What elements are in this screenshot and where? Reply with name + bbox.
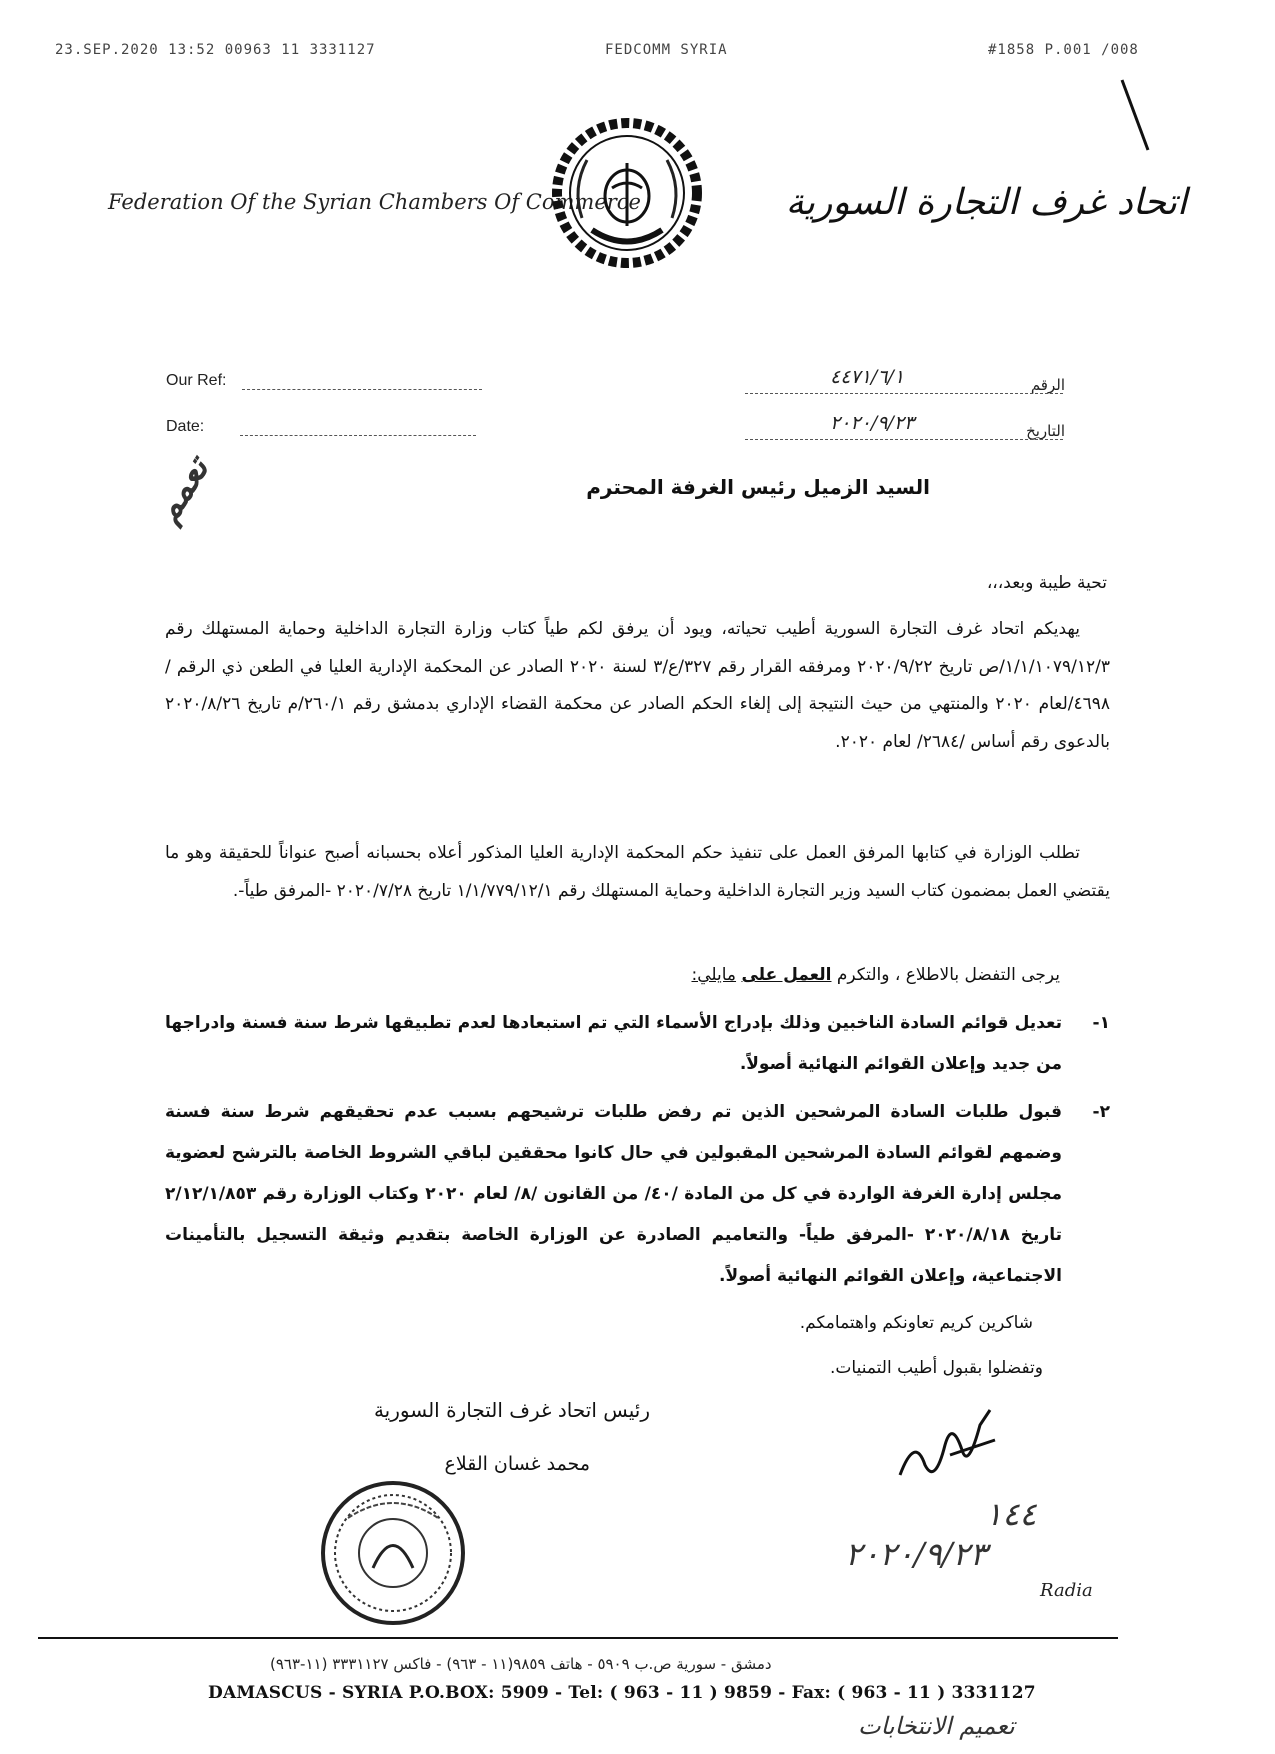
our-ref-label: Our Ref: [166,372,227,389]
handwritten-date: ٢٠٢٠/٩/٢٣ [845,1535,987,1573]
date-label-ar: التاريخ [1026,422,1065,440]
request-prefix: يرجى التفضل بالاطلاع ، والتكرم [836,965,1060,985]
paragraph-1: يهديكم اتحاد غرف التجارة السورية أطيب تحياته، ويود أن يرفق لكم طياً كتاب وزارة التجارة الداخلية وحماية المستهلك رقم ١/١/١٠٧٩/١٢/٣/ص تاريخ ٢٠٢٠/٩/٢٢ ومرفقه القرار رقم ٣٢٧/ع/٣ لسنة ٢٠٢٠ الصادر عن المحكمة الإدارية العليا في الطعن ذي الرقم /٤٦٩٨/لعام ٢٠٢٠ والمنتهي من حيث النتيجة إلى إلغاء الحكم الصادر عن محكمة القضاء الإداري بدمشق رقم ٢٦٠/١/م تاريخ ٢٠٢٠/٨/٢٦ بالدعوى رقم أساس /٢٦٨٤/ لعام ٢٠٢٠. [165,619,1111,752]
closing-thanks: شاكرين كريم تعاونكم واهتمامكم. [799,1313,1033,1333]
fax-timestamp: 23.SEP.2020 13:52 00963 11 3331127 [55,42,376,58]
date-value: ٢٠٢٠/٩/٢٣ [830,412,915,434]
list-item-text: تعديل قوائم السادة الناخبين وذلك بإدراج الأسماء التي تم استبعادها لعدم تطبيقها شرط سنة فسنة وادراجها من جديد وإعلان القوائم النهائية أصولاً. [165,1013,1062,1074]
list-item-number: ٢- [1092,1102,1110,1122]
list-item [165,1003,1110,1085]
signatory-title: رئيس اتحاد غرف التجارة السورية [373,1398,650,1422]
request-emphasis: العمل على [741,965,832,985]
signatory-name: محمد غسان القلاع [444,1453,590,1475]
fax-sender: FEDCOMM SYRIA [605,42,728,58]
handwritten-circulate: تعمم [147,450,218,530]
salutation: السيد الزميل رئيس الغرفة المحترم [586,475,930,499]
handwritten-initials: Radia [1040,1580,1093,1601]
ref-value: ٤٤٧١/٦/١ [830,366,905,388]
footer-rule [38,1637,1118,1639]
fax-page: #1858 P.001 /008 [988,42,1139,58]
handwritten-subject: تعميم الانتخابات [858,1712,1015,1740]
ref-line-ar [745,392,1063,394]
list-item-number: ١- [1092,1013,1110,1033]
paragraph-2: تطلب الوزارة في كتابها المرفق العمل على تنفيذ حكم المحكمة الإدارية العليا المذكور أعلاه بحسبانه أصبح عنواناً للحقيقة وهو ما يقتضي العمل بمضمون كتاب السيد وزير التجارة الداخلية وحماية المستهلك رقم ١/١/٧٧٩/١٢/١ تاريخ ٢٠٢٠/٧/٢٨ -المرفق طياً-. [165,843,1110,901]
footer-address-ar: دمشق - سورية ص.ب ٥٩٠٩ - هاتف ٩٨٥٩(١١ - ٩٦٣) - فاكس ٣٣٣١١٢٧ (١١-٩٦٣) [270,1655,772,1673]
official-seal [318,1478,468,1628]
list-item [165,1092,1110,1297]
request-line [691,965,1060,985]
date-label: Date: [166,418,205,435]
date-line-ar [745,438,1063,440]
federation-logo [552,118,702,268]
pen-mark [1118,76,1158,156]
our-ref-line [242,388,482,390]
ref-label-ar: الرقم [1030,376,1065,394]
closing-regards: وتفضلوا بقبول أطيب التمنيات. [829,1358,1043,1378]
date-line [240,434,476,436]
handwritten-number: ١٤٤ [985,1495,1037,1533]
footer-address-en: DAMASCUS - SYRIA P.O.BOX: 5909 - Tel: ( 963 - 11 ) 9859 - Fax: ( 963 - 11 ) 3331127 [208,1683,1036,1703]
greeting: تحية طيبة وبعد،،، [986,573,1107,593]
list-item-text: قبول طلبات السادة المرشحين الذين تم رفض طلبات ترشيحهم بسبب عدم تحقيقهم شرط سنة فسنة وضمهم لقوائم السادة المرشحين المقبولين في حال كانوا محققين لباقي الشروط الخاصة بالترشح لعضوية مجلس إدارة الغرفة الواردة في كل من المادة /٤٠/ من القانون /٨/ لعام ٢٠٢٠ وكتاب الوزارة رقم ٢/١٢/١/٨٥٣ تاريخ ٢٠٢٠/٨/١٨ -المرفق طياً- والتعاميم الصادرة عن الوزارة الخاصة بتقديم وثيقة التسجيل بالتأمينات الاجتماعية، وإعلان القوائم النهائية أصولاً. [165,1102,1062,1286]
handwritten-signature [890,1405,1000,1500]
federation-name-en: Federation Of the Syrian Chambers Of Commerce [108,190,641,214]
request-suffix: مايلي: [691,965,737,985]
federation-name-ar: اتحاد غرف التجارة السورية [785,182,1187,223]
